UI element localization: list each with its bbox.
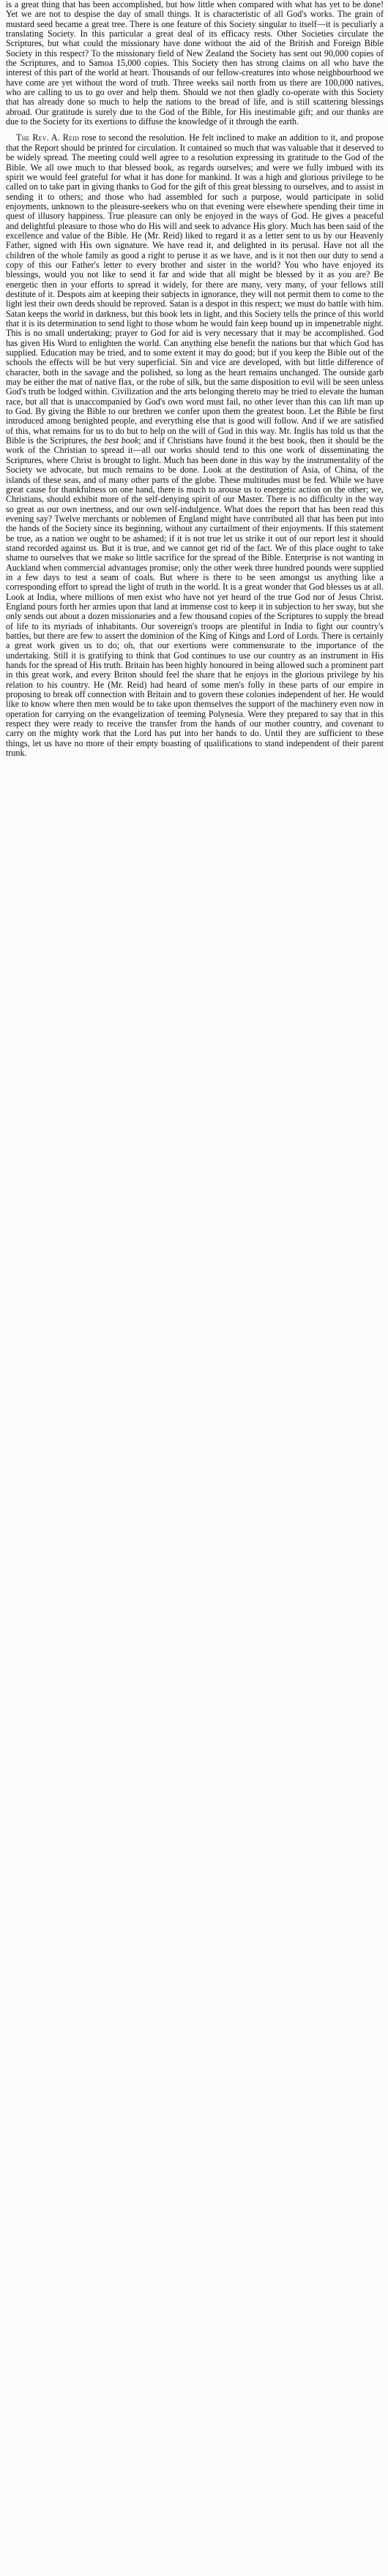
paragraph-opening-text: is a great thing that has been accomplished, but how little when compared with what has yet to be done! Yet we are not to despise the day of small things. It is characteristic of all God's works. The grain of mustard seed became a great tree. There is one feature of this Society singular to itself—it is peculiarly a translating Society. In this particular a great deal of its efficacy rests. Other Societies circulate the Scriptures, but what could the missionary have done without the aid of the British and Foreign Bible Society in this respect? To the missionary field of New Zealand the Society has sent out 90,000 copies of the Scriptures, and to Samoa 15,000 copies. This Society then has strong claims on all who have the interest of this part of the world at heart. Thousands of our fellow-creatures into whose neighbourhood we have come are yet without the word of truth. Three weeks sail north from us there are 100,000 natives, who are calling to us to go over and help them. Should we not then gladly co-operate with this Society that has already done so much to help the nations to the bread of life, and is still scattering blessings abroad. Our gratitude is surely due to the God of the Bible, for His inestimable gift; and our thanks are due to the Society for its exertions to diffuse the knowledge of it through the earth. [6, 0, 384, 127]
paragraph-reid-italic: the best book [91, 435, 139, 446]
paragraph-reid-speech [6, 133, 384, 758]
speaker-name: The Rev. A. Reid [16, 132, 79, 143]
paragraph-reid-text-a: rose to second the resolution. He felt inclined to make an addition to it, and propose that the Report should be printed for circulation. It contained so much that was valuable that it deserved to be widely spread. The meeting could well agree to a resolution expressing its gratitude to the God of the Bible. We all owe much to that blessed book, as regards ourselves; and were we fully imbued with its spirit we would feel grateful for what it has done for mankind. It was a high and glorious privilege to be called on to take part in giving thanks to God for the gift of this great blessing to ourselves, and to assist in sending it to others; and those who had assembled for such a purpose, would participate in solid enjoyments, unknown to the pleasure-seekers who on that evening were elsewhere spending their time in quest of illusory happiness. True pleasure can only be enjoyed in the ways of God. He gives a peaceful and delightful pleasure to those who do His will and seek to advance His glory. Much has been said of the excellence and value of the Bible. He (Mr. Reid) liked to regard it as a letter sent to us by our Heavenly Father, signed with His own signature. We have read it, and delighted in its perusal. Have not all the children of the whole family as good a right to peruse it as we have, and is it not then our duty to send a copy of this our Father's letter to every brother and sister in the world? You who have enjoyed its blessings, would you not like to send it far and wide that all might be blessed by it as you are? Be energetic then in your efforts to spread it widely, for there are many, very many, of your fellows still destitute of it. Despots aim at keeping their subjects in ignorance, they will not permit them to come to the light lest their own deeds should be reproved. Satan is a despot in this respect; we must do battle with him. Satan keeps the world in darkness, but this book lets in light, and this Society tells the prince of this world that it is its determination to send light to those whom he would fain keep bound up in impenetrable night. This is no small undertaking; prayer to God for aid is very necessary that it may be accomplished. God has given His Word to enlighten the world. Can anything else benefit the nations but that which God has supplied. Education may be tried, and to some extent it may do good; but if you keep the Bible out of the schools the effects will be but very superficial. Sin and vice are developed, with but little difference of character, both in the savage and the polished, so long as the heart remains unchanged. The outside garb may be either the mat of native flax, or the robe of silk, but the same disposition to evil will be seen unless God's truth be lodged within. Civilization and the arts belonging thereto may be tried to elevate the human race, but all that is unaccompanied by God's own word must fail, no other lever than this can lift man up to God. By giving the Bible to our brethren we confer upon them the greatest boon. Let the Bible be first introduced among benighted people, and everything else that is good will follow. And if we are satisfied of this, what remains for us to do but to help on the will of God in this way. Mr. Inglis has told us that the Bible is the Scriptures, [6, 132, 384, 446]
paragraph-opening [6, 0, 384, 127]
article-column [6, 0, 384, 758]
paragraph-reid-text-b: ; and if Christians have found it the best book, then it should be the work of the Christian to spread it—all our works should tend to this one work of disseminating the Scriptures, where Christ is brought to light. Much has been done in this way by the instrumentality of the Society we advocate, but much remains to be done. Look at the destitution of Asia, of China, of the islands of these seas, and of many other parts of the globe. These multitudes must be fed. While we have great cause for thankfulness on one hand, there is much to arouse us to energetic action on the other; we, Christians, should exhibit more of the self-denying spirit of our Master. There is no difficulty in the way so great as our own inertness, and our own self-indulgence. What does the report that has been read this evening say? Twelve merchants or noblemen of England might have contributed all that has been put into the hands of the Society since its beginning, without any curtailment of their enjoyments. If this statement be true, as a nation we ought to be ashamed; if it is not true let us strike it out of our report lest it should stand recorded against us. But it is true, and we cannot get rid of the fact. We of this place ought to take shame to ourselves that we make so little sacrifice for the spread of the Bible. Enterprise is not wanting in Auckland when commercial advantages promise; only the other week three hundred pounds were supplied in a few days to test a seam of coals. But where is there to be seen amongst us anything like a corresponding effort to spread the light of truth in the world. It is a great wonder that God blesses us at all. Look at India, where millions of men exist who have not yet heard of the true God nor of Jesus Christ. England pours forth her armies upon that land at immense cost to keep it in subjection to her sway, but she only sends out about a dozen missionaries and a few thousand copies of the Scriptures to supply the bread of life to its myriads of inhabitants. Our sovereign's troops are plentiful in India to fight our country's battles, but there are few to assert the dominion of the King of Kings and Lord of Lords. There is certainly a great work given us to do; oh, that our exertions were commensurate to the importance of the undertaking. Still it is gratifying to think that God continues to use our country as an instrument in His hands for the spread of His truth. Britain has been highly honoured in being allowed such a prominent part in this great work, and every Briton should feel the share that he enjoys in the glorious privilege by his relation to his country. He (Mr. Reid) had heard of some men's folly in these parts of our empire in proposing to break off connection with Britain and to govern these colonies independent of her. He would like to know where then men would be to take upon themselves the support of the machinery even now in operation for carrying on the evangelization of teeming Polynesia. Were they prepared to say that in this respect they were ready to receive the transfer from the hands of our mother country, and covenant to carry on the mighty work that the Lord has put into her hands to do. Until they are sufficient to these things, let us have no more of their empty boasting of qualifications to stand independent of their parent trunk. [6, 435, 384, 759]
